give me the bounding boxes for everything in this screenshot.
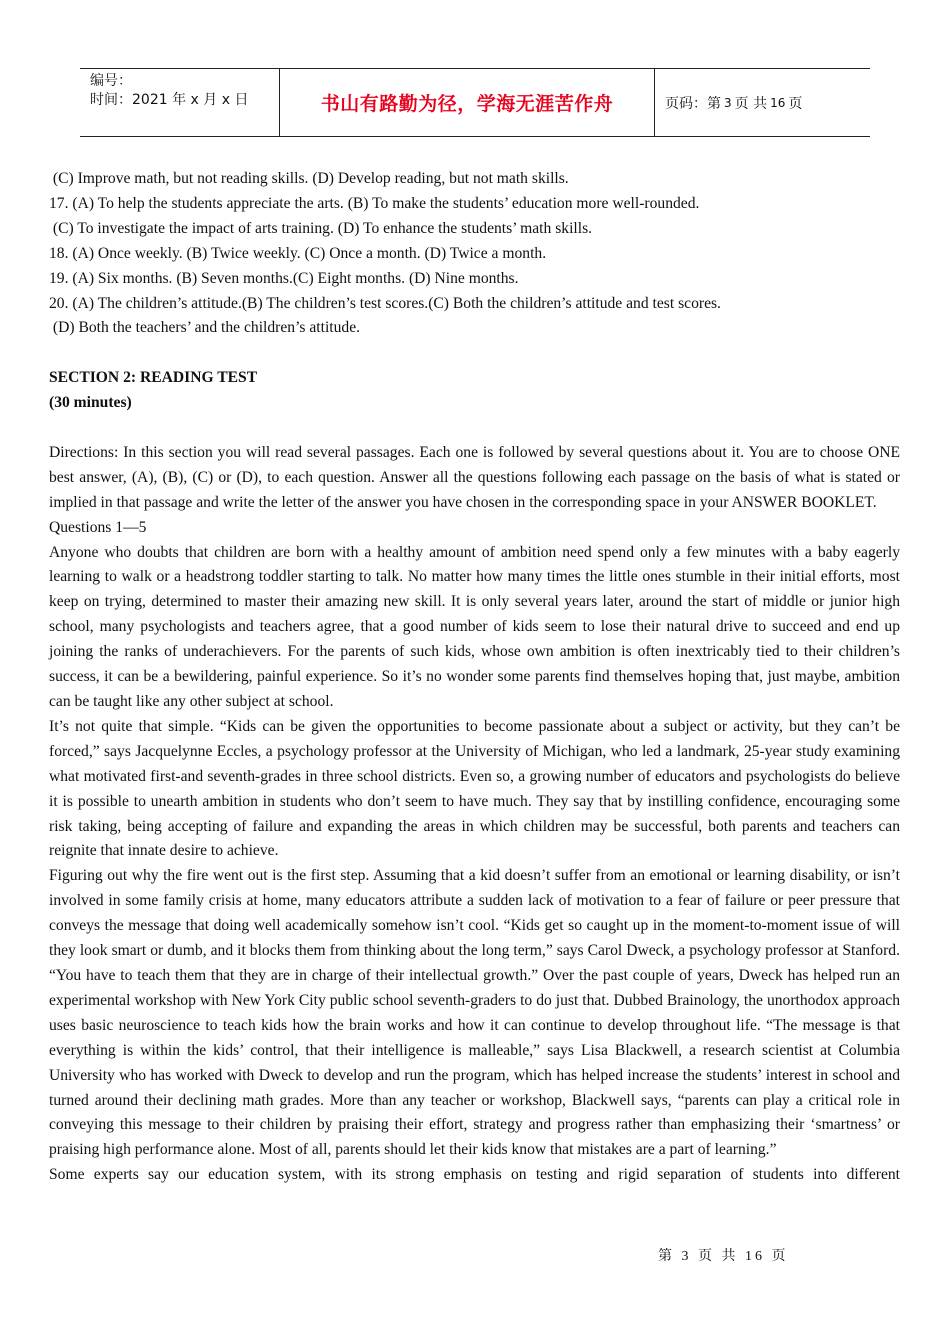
page-info-total: 16 xyxy=(770,95,786,110)
passage-paragraph: Some experts say our education system, with its strong emphasis on testing and rigid separation of students into different xyxy=(49,1166,900,1184)
page-info-mid: 页 共 xyxy=(734,95,768,112)
answer-option-line: 20. (A) The children’s attitude.(B) The children’s test scores.(C) Both the children’s attitude and test scores. xyxy=(49,294,721,312)
page-info-suffix: 页 xyxy=(788,95,803,112)
page-body xyxy=(49,167,900,1188)
page-info-current: 3 xyxy=(724,95,732,110)
answer-option-line: (C) To investigate the impact of arts training. (D) To enhance the students’ math skills. xyxy=(49,219,593,237)
page-header-table xyxy=(80,68,870,137)
header-meta-cell xyxy=(80,69,280,136)
directions-paragraph: Directions: In this section you will read several passages. Each one is followed by several questions about it. You are to choose ONE best answer, (A), (B), (C) or (D), to each question. Answer all the questions following each passage on the basis of what is stated or implied in that passage and write the letter of the answer you have chosen in the corresponding space in your ANSWER BOOKLET. xyxy=(49,443,900,511)
answer-option-line: 18. (A) Once weekly. (B) Twice weekly. (C) Once a month. (D) Twice a month. xyxy=(49,244,547,262)
page-footer xyxy=(658,1245,789,1265)
footer-total: 16 xyxy=(745,1249,765,1264)
passage-paragraph: Figuring out why the fire went out is the first step. Assuming that a kid doesn’t suffer from an emotional or learning disability, or isn’t involved in some family crisis at home, many educators attribute a sudden lack of motivation to a fear of failure or peer pressure that conveys the message that doing well academically somehow isn’t cool. “Kids get so caught up in the moment-to-moment issue of will they look smart or dumb, and it blocks them from thinking about the long term,” says Carol Dweck, a psychology professor at Stanford. “You have to teach them that they are in charge of their intellectual growth.” Over the past couple of years, Dweck has helped run an experimental workshop with New York City public school seventh-graders to do just that. Dubbed Brainology, the unorthodox approach uses basic neuroscience to teach kids how the brain works and how it can continue to develop throughout life. “The message is that everything is within the kids’ control, that their intelligence is malleable,” says Lisa Blackwell, a research scientist at Columbia University who has worked with Dweck to develop and run the program, which has helped increase the students’ interest in school and turned around their declining math grades. More than any teacher or workshop, Blackwell says, “parents can play a critical role in conveying this message to their children by praising their effort, strategy and progress rather than emphasizing their ‘smartness’ or praising high performance alone. Most of all, parents should let their kids know that mistakes are a part of learning.” xyxy=(49,867,900,1159)
footer-current: 3 xyxy=(681,1249,692,1264)
passage-paragraph: Anyone who doubts that children are born with a healthy amount of ambition need spend only a few minutes with a baby eagerly learning to walk or a headstrong toddler starting to talk. No matter how many times the little ones stumble in their initial efforts, most keep on trying, determined to master their amazing new skill. It is only several years later, around the start of middle or junior high school, many psychologists and teachers agree, that a good number of kids seem to lose their natural drive to succeed and end up joining the ranks of underachievers. For the parents of such kids, whose own ambition is often inextricably tied to their children’s success, it can be a bewildering, painful experience. So it’s no wonder some parents find themselves hoping that, just maybe, ambition can be taught like any other subject at school. xyxy=(49,543,900,710)
spacer xyxy=(49,416,900,441)
section-time: (30 minutes) xyxy=(49,394,132,412)
answer-option-line: 19. (A) Six months. (B) Seven months.(C) Eight months. (D) Nine months. xyxy=(49,269,519,287)
answer-option-line: (C) Improve math, but not reading skills. (D) Develop reading, but not math skills. xyxy=(49,170,569,187)
footer-suffix: 页 xyxy=(771,1249,789,1264)
page-info-prefix: 页码：第 xyxy=(665,95,721,112)
header-motto: 书山有路勤为径，学海无涯苦作舟 xyxy=(280,69,655,136)
questions-label: Questions 1—5 xyxy=(49,518,147,536)
header-page-info xyxy=(655,69,870,136)
footer-mid: 页 共 xyxy=(698,1249,739,1264)
passage-paragraph: It’s not quite that simple. “Kids can be given the opportunities to become passionate about a subject or activity, but they can’t be forced,” says Jacquelynne Eccles, a psychology professor at the University of Michigan, who led a landmark, 25-year study examining what motivated first-and seventh-grades in three school districts. Even so, a growing number of educators and psychologists do believe it is possible to unearth ambition in students who don’t seem to have much. They say that by instilling confidence, encouraging some risk taking, being accepting of failure and expanding the areas in which children may be successful, both parents and teachers can reignite that innate desire to achieve. xyxy=(49,717,900,860)
spacer xyxy=(49,341,900,366)
section-title: SECTION 2: READING TEST xyxy=(49,369,258,387)
answer-option-line: (D) Both the teachers’ and the children’s attitude. xyxy=(49,319,361,337)
answer-option-line: 17. (A) To help the students appreciate the arts. (B) To make the students’ education more well-rounded. xyxy=(49,194,700,212)
date-label: 时间：2021 年 x 月 x 日 xyxy=(90,92,249,108)
footer-prefix: 第 xyxy=(658,1249,675,1264)
number-label: 编号： xyxy=(90,73,132,89)
